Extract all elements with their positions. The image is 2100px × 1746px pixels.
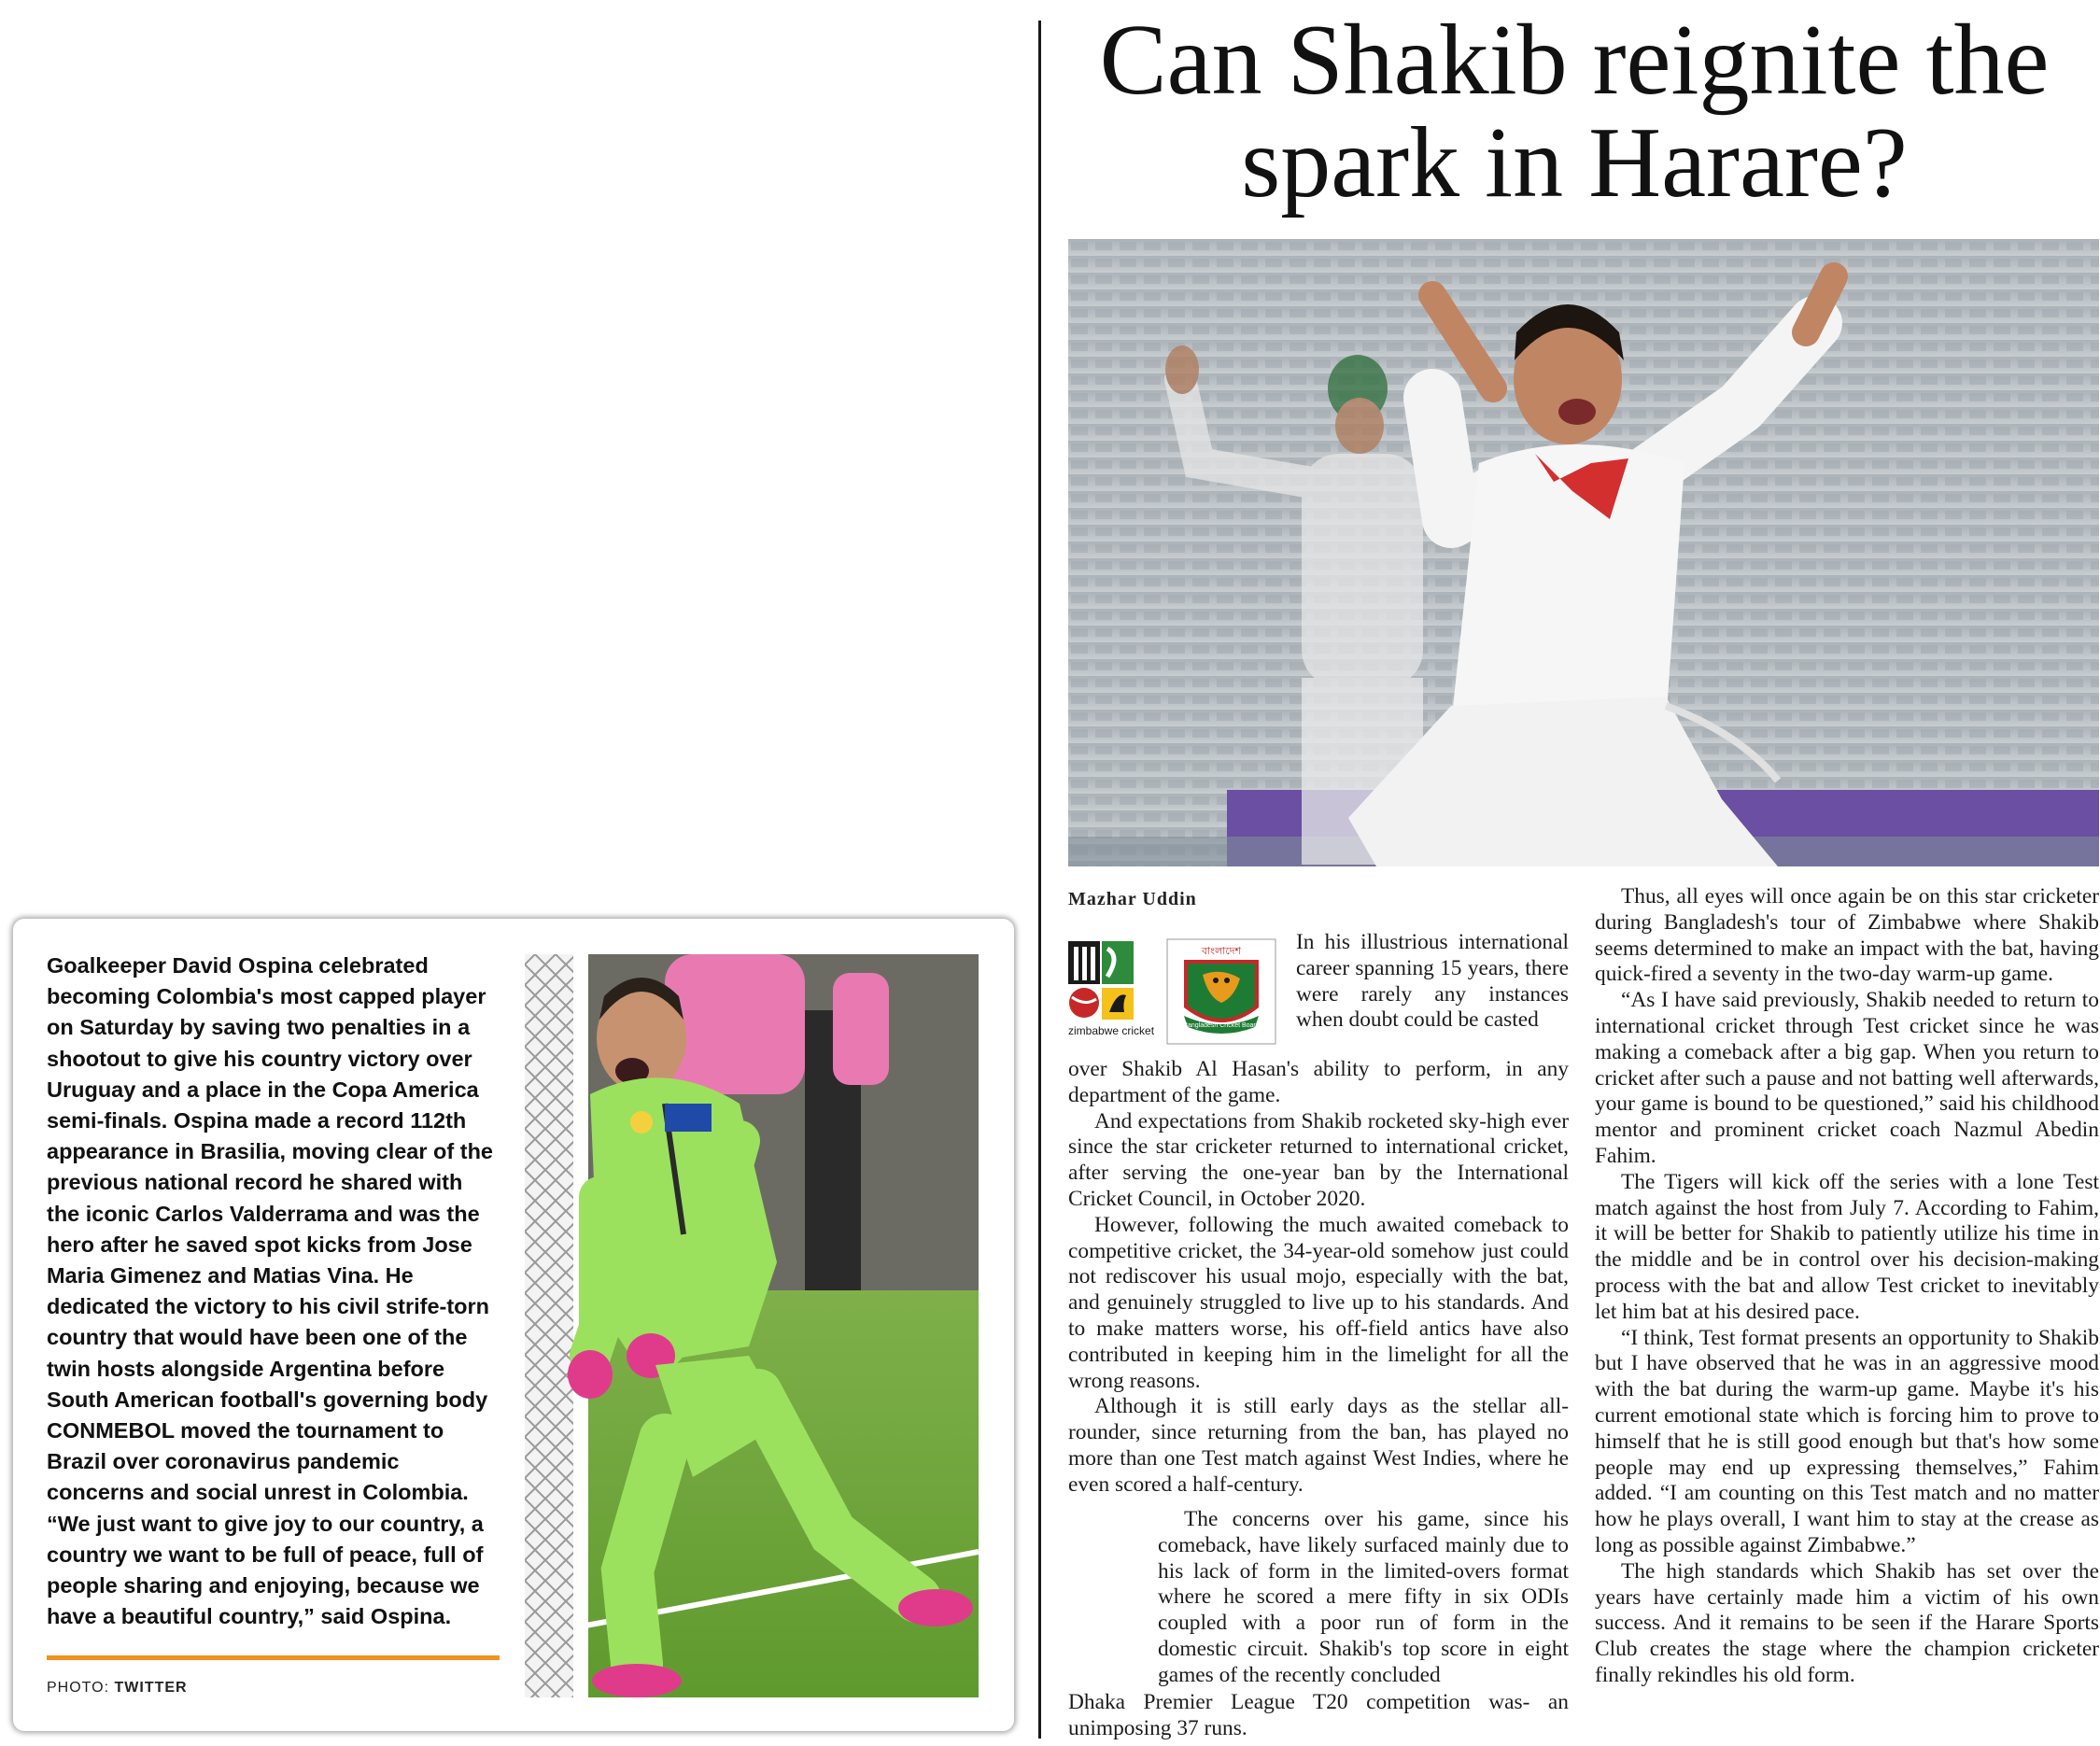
article-column-1-lower [1158,1507,1569,1689]
article-paragraph-intro-cont: over Shakib Al Hasan's ability to perform, in any department of the game. [1068,1057,1569,1107]
article-column-1-bottom [1068,1690,1569,1742]
bcb-bengali-text: বাংলাদেশ [1201,945,1242,957]
cricket-celebration-photo [1068,239,2099,866]
bangladesh-cricket-board-logo [1167,939,1276,1044]
article-paragraph-6: Thus, all eyes will once again be on this star cricketer during Bangladesh's tour of Zimbabwe where Shakib seems determined to make an impact with the bat, having quick-fired a seventy in the two-day warm-up game. [1595,884,2099,987]
goalkeeper-celebration-photo [525,954,979,1697]
article-paragraph-8: The Tigers will kick off the series with a lone Test match against the host from July 7. According to Fahim, it will be better for Shakib to patiently utilize his time in the middle and be in control over his decision-making process with the bat and allow Test cricket to inevitably let him bat at his desired pace. [1595,1169,2099,1324]
cricket-board-logos [1066,937,1277,1046]
caption-divider [47,1655,500,1660]
byline: Mazhar Uddin [1068,889,1197,909]
zimbabwe-cricket-text: zimbabwe cricket [1068,1024,1155,1037]
photo-credit [47,1680,188,1697]
headline-line-1: Can Shakib reignite the [1099,5,2050,116]
zimbabwe-cricket-logo [1068,941,1155,1037]
article-paragraph-2: And expectations from Shakib rocketed sky-high ever since the star cricketer returned to international cricket, after serving the one-year ban by the International Cricket Council, in October 2020. [1068,1108,1569,1211]
article-column-2 [1595,884,2099,1689]
article-paragraph-7: “As I have said previously, Shakib needed to return to international cricket through Test cricket since he was making a comeback after a big gap. When you return to cricket after such a pause and not batting well afterwards, your game is bound to be questioned,” said his childhood mentor and prominent cricket coach Nazmul Abedin Fahim. [1595,988,2099,1168]
article-paragraph-9: “I think, Test format presents an opportunity to Shakib but I have observed that he was in an aggressive mood with the bat during the warm-up game. Maybe it's his current emotional state which is forcing him to prove to himself that he is still good enough but that's how some people may end up expressing themselves,” Fahim added. “I am counting on this Test match and no matter how he plays overall, I want him to stay at the crease as long as possible against Zimbabwe.” [1595,1325,2099,1557]
article-intro [1296,930,1569,1034]
photo-credit-label: PHOTO: [47,1680,110,1696]
bcb-english-text: Bangladesh Cricket Board [1183,1022,1260,1029]
article-paragraph-10: The high standards which Shakib has set over the years have certainly made him a victim of his own success. And it remains to be seen if the Harare Sports Club creates the stage where the champion cricketer finally rekindles his old form. [1595,1558,2099,1687]
article-paragraph-4: Although it is still early days as the stellar all-rounder, since returning from the ban, has played no more than one Test match against West Indies, where he even scored a half-century. [1068,1394,1569,1497]
article-paragraph-3: However, following the much awaited comeback to competitive cricket, the 34-year-old somehow just could not rediscover his usual mojo, especially with the bat, and genuinely struggled to live up to his standards. And to make matters worse, his off-field antics have also contributed in keeping him in the limelight for all the wrong reasons. [1068,1212,1569,1393]
column-divider [1038,21,1041,1739]
photo-credit-source: TWITTER [114,1680,188,1696]
article-paragraph-5: The concerns over his game, since his comeback, have likely surfaced mainly due to his lack of form in the limited-overs format where he scored a mere fifty in six ODIs coupled with a poor run of form in the domestic circuit. Shakib's top score in eight games of the recently concluded [1158,1507,1569,1687]
article-paragraph-5-cont: Dhaka Premier League T20 competition was- an unimposing 37 runs. [1068,1690,1569,1740]
article-paragraph-intro: In his illustrious international career spanning 15 years, there were rarely any instances when doubt could be casted [1296,930,1569,1033]
headline-line-2: spark in Harare? [1241,107,1908,218]
football-caption: Goalkeeper David Ospina celebrated becoming Colombia's most capped player on Saturday by saving two penalties in a shootout to give his country victory over Uruguay and a place in the Copa America semi-finals. Ospina made a record 112th appearance in Brasilia, moving clear of the previous national record he shared with the iconic Carlos Valderrama and was the hero after he saved spot kicks from Jose Maria Gimenez and Matias Vina. He dedicated the victory to his civil strife-torn country that would have been one of the twin hosts alongside Argentina before South American football's governing body CONMEBOL moved the tournament to Brazil over coronavirus pandemic concerns and social unrest in Colombia. “We just want to give joy to our country, a country we want to be full of peace, full of people sharing and enjoying, because we have a beautiful country,” said Ospina. [47,953,493,1629]
headline [1053,5,2095,218]
article-column-1 [1068,1057,1569,1499]
